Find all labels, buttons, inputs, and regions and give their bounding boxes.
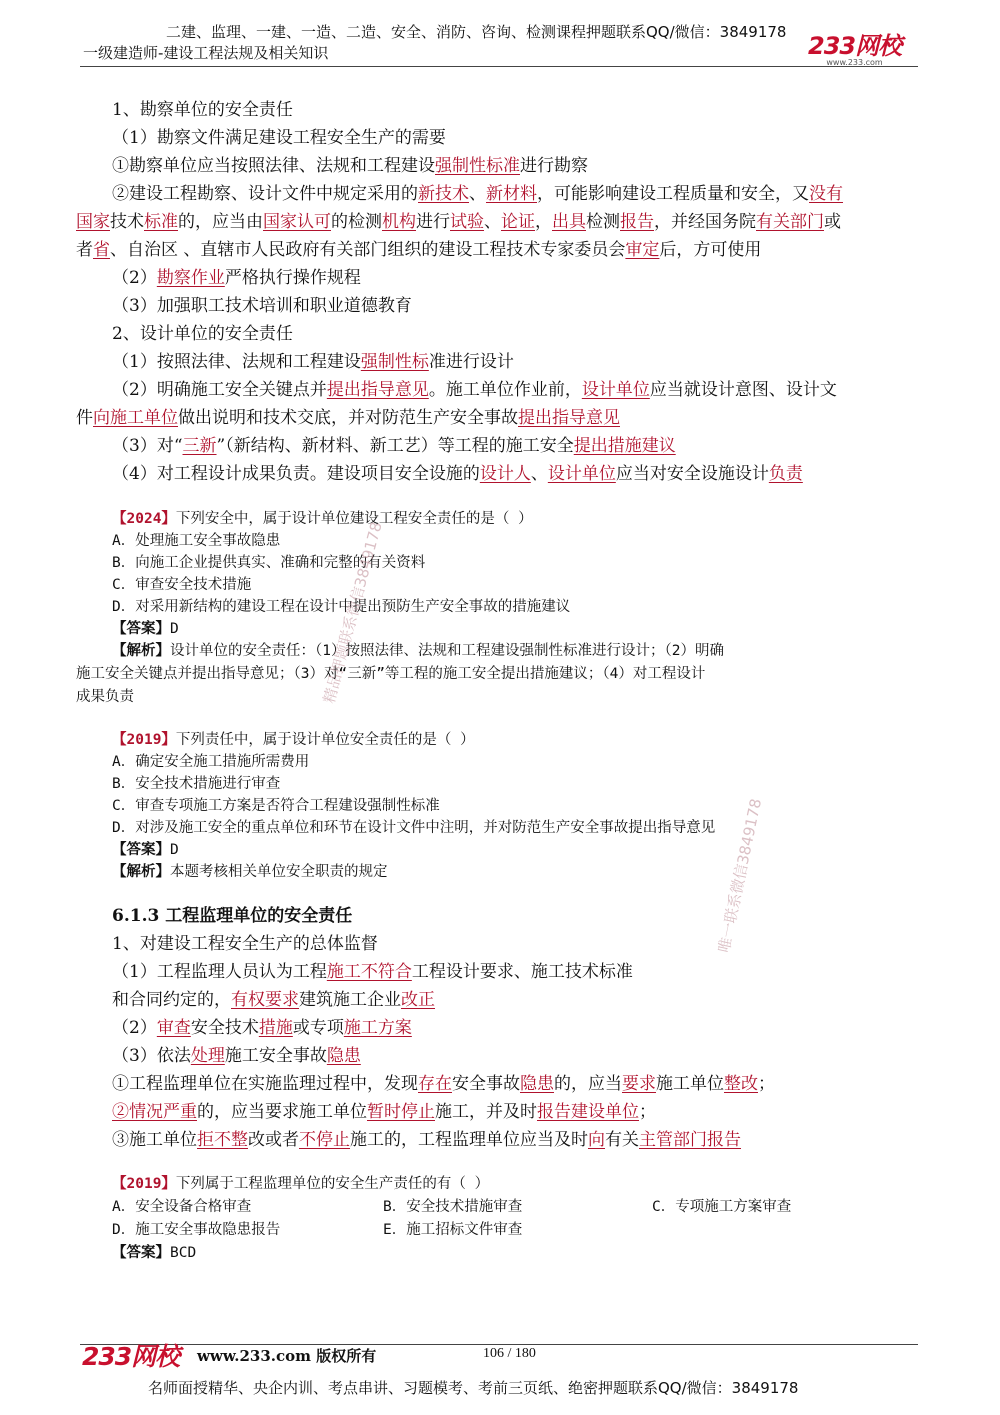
q1-option-a: A．处理施工安全事故隐患 <box>112 533 281 549</box>
q2-answer: 【答案】D <box>112 842 179 858</box>
q1-stem: 【2024】下列安全中，属于设计单位建设工程安全责任的是（ ） <box>112 511 533 527</box>
q1-analysis-line1: 【解析】设计单位的安全责任：（1）按照法律、法规和工程建设强制性标准进行设计；（2）明确 <box>112 643 724 659</box>
section3-p2: （2）审查安全技术措施或专项施工方案 <box>112 1018 412 1038</box>
section1-title: 1、勘察单位的安全责任 <box>112 100 293 120</box>
section2-p2-line1: （2）明确施工安全关键点并提出指导意见。施工单位作业前，设计单位应当就设计意图、设计文 <box>112 380 837 400</box>
q2-stem: 【2019】下列责任中，属于设计单位安全责任的是（ ） <box>112 732 475 748</box>
section1-p5: （3）加强职工技术培训和职业道德教育 <box>112 296 412 316</box>
footer-site: www.233.com 版权所有 <box>197 1347 377 1365</box>
q3-answer: 【答案】BCD <box>112 1245 197 1261</box>
footer-page-number: 106 / 180 <box>483 1346 536 1361</box>
section3-p1: （1）工程监理人员认为工程施工不符合工程设计要求、施工技术标准 <box>112 962 633 982</box>
watermark-2: 唯一联系微信3849178 <box>714 797 766 955</box>
q2-analysis: 【解析】本题考核相关单位安全职责的规定 <box>112 864 388 880</box>
q2-option-d: D．对涉及施工安全的重点单位和环节在设计文件中注明，并对防范生产安全事故提出指导意见 <box>112 820 716 836</box>
header-logo-text: 233网校 <box>808 32 902 60</box>
header-logo <box>808 26 901 67</box>
q3-option-e: E．施工招标文件审查 <box>383 1222 523 1238</box>
section2-p3: （3）对“三新”（新结构、新材料、新工艺）等工程的施工安全提出措施建议 <box>112 436 676 456</box>
header-logo-url: www.233.com <box>826 58 883 67</box>
watermark-1: 精品押题联系微信3849178 <box>319 520 386 706</box>
section1-p3-line2: 国家技术标准的，应当由国家认可的检测机构进行试验、论证，出具检测报告，并经国务院有关部门或 <box>76 212 841 232</box>
q1-answer: 【答案】D <box>112 621 179 637</box>
q3-stem: 【2019】下列属于工程监理单位的安全生产责任的有（ ） <box>112 1176 490 1192</box>
section3-p6: ③施工单位拒不整改或者不停止施工的，工程监理单位应当及时向有关主管部门报告 <box>112 1130 741 1150</box>
section2-p4: （4）对工程设计成果负责。建设项目安全设施的设计人、设计单位应当对安全设施设计负责 <box>112 464 803 484</box>
section1-p3-line3: 者省、自治区 、直辖市人民政府有关部门组织的建设工程技术专家委员会审定后，方可使用 <box>76 240 762 260</box>
q1-analysis-line2: 施工安全关键点并提出指导意见；（3）对“三新”等工程的施工安全提出措施建议；（4）对工程设计 <box>76 666 706 682</box>
section3-p5: ②情况严重的，应当要求施工单位暂时停止施工，并及时报告建设单位； <box>112 1102 656 1122</box>
q3-option-a: A．安全设备合格审查 <box>112 1199 252 1215</box>
section1-p3-line1: ②建设工程勘察、设计文件中规定采用的新技术、新材料，可能影响建设工程质量和安全，又没有 <box>112 184 843 204</box>
q2-option-b: B．安全技术措施进行审查 <box>112 776 281 792</box>
section3-p4: ①工程监理单位在实施监理过程中，发现存在安全事故隐患的，应当要求施工单位整改； <box>112 1074 775 1094</box>
section1-p1: （1）勘察文件满足建设工程安全生产的需要 <box>112 128 446 148</box>
q1-option-c: C．审查安全技术措施 <box>112 577 252 593</box>
section3-title: 1、对建设工程安全生产的总体监督 <box>112 934 378 954</box>
section2-title: 2、设计单位的安全责任 <box>112 324 293 344</box>
section2-p2-line2: 件向施工单位做出说明和技术交底，并对防范生产安全事故提出指导意见 <box>76 408 620 428</box>
section3-heading: 6.1.3 工程监理单位的安全责任 <box>112 906 353 926</box>
q1-option-b: B．向施工企业提供真实、准确和完整的有关资料 <box>112 555 426 571</box>
q3-option-b: B．安全技术措施审查 <box>383 1199 523 1215</box>
q2-option-a: A．确定安全施工措施所需费用 <box>112 754 310 770</box>
footer-contact-line: 名师面授精华、央企内训、考点串讲、习题模考、考前三页纸、绝密押题联系QQ/微信：3849178 <box>148 1379 799 1397</box>
section1-p4: （2）勘察作业严格执行操作规程 <box>112 268 361 288</box>
header-contact-line: 二建、监理、一建、一造、二造、安全、消防、咨询、检测课程押题联系QQ/微信：3849178 <box>166 23 787 41</box>
section3-p1b: 和合同约定的，有权要求建筑施工企业改正 <box>112 990 435 1010</box>
q3-option-c: C．专项施工方案审查 <box>652 1199 792 1215</box>
section1-p2: ①勘察单位应当按照法律、法规和工程建设强制性标准进行勘察 <box>112 156 588 176</box>
q2-option-c: C．审查专项施工方案是否符合工程建设强制性标准 <box>112 798 440 814</box>
section3-p3: （3）依法处理施工安全事故隐患 <box>112 1046 361 1066</box>
course-title: 一级建造师-建设工程法规及相关知识 <box>83 44 329 62</box>
q1-analysis-line3: 成果负责 <box>76 689 134 705</box>
footer-logo: 233网校 <box>82 1342 180 1371</box>
section2-p1: （1）按照法律、法规和工程建设强制性标准进行设计 <box>112 352 514 372</box>
header-divider <box>80 66 918 67</box>
q1-option-d: D．对采用新结构的建设工程在设计中提出预防生产安全事故的措施建议 <box>112 599 571 615</box>
q3-option-d: D．施工安全事故隐患报告 <box>112 1222 281 1238</box>
